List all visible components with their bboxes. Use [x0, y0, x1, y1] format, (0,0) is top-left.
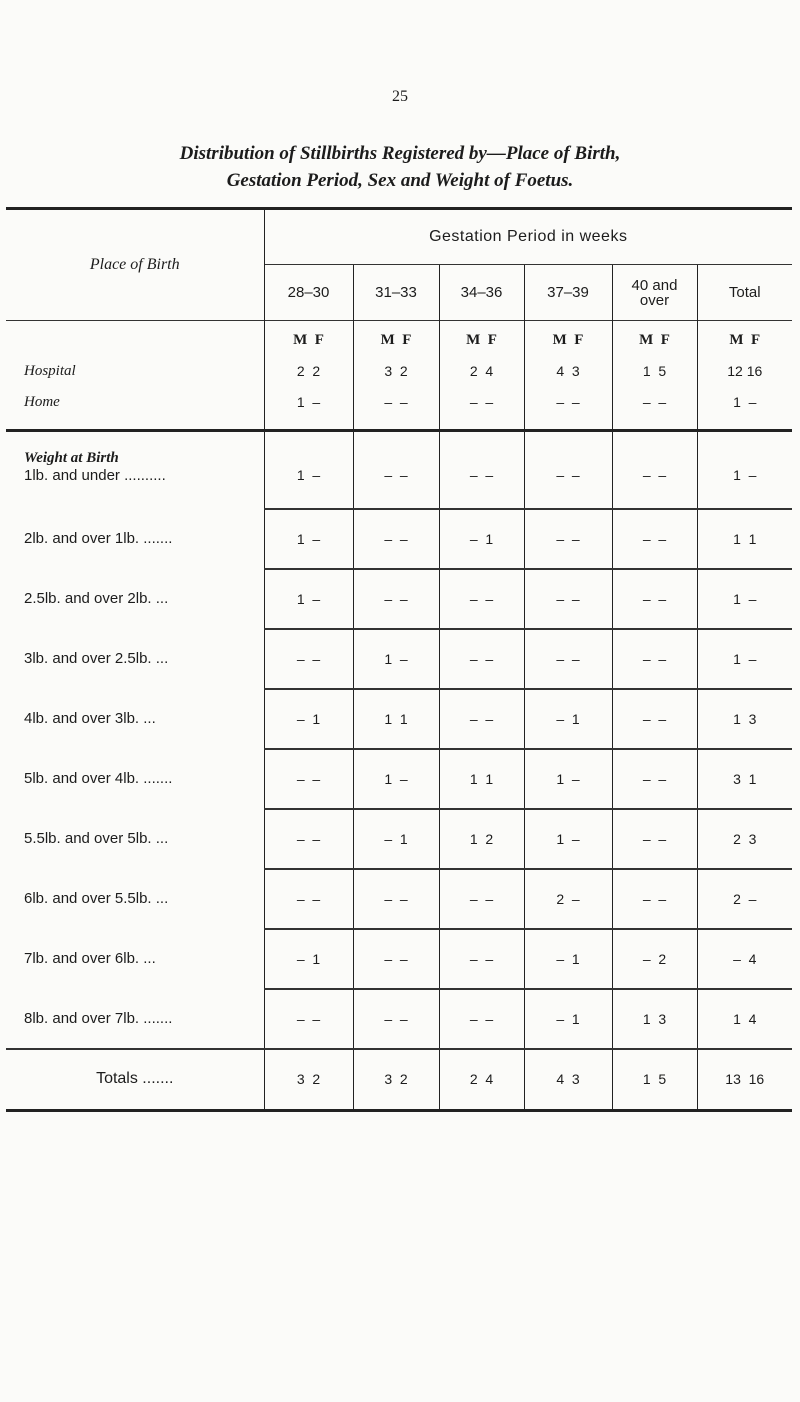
totals-label: Totals .......	[6, 1049, 264, 1111]
table-cell: 3 1	[697, 749, 792, 809]
table-row	[6, 509, 792, 569]
table-cell: – –	[524, 387, 612, 431]
row-label: 6lb. and over 5.5lb. ...	[24, 890, 169, 907]
table-row	[6, 749, 792, 809]
table-row	[6, 929, 792, 989]
col-header-34-36: 34–36	[439, 265, 524, 321]
table-cell: – –	[612, 387, 697, 431]
stillbirths-table	[6, 207, 792, 1112]
table-cell: 4 3	[524, 355, 612, 387]
sex-label: M F	[697, 321, 792, 355]
table-row	[6, 689, 792, 749]
sex-label: M F	[612, 321, 697, 355]
table-row	[6, 467, 792, 509]
col-header-40-and-over: 40 and over	[612, 265, 697, 321]
table-cell: 1 –	[524, 749, 612, 809]
table-cell: – –	[439, 467, 524, 509]
table-cell: – –	[264, 989, 353, 1049]
row-label: 2lb. and over 1lb. .......	[24, 530, 173, 547]
row-label-home: Home	[24, 393, 60, 410]
table-cell: – –	[353, 509, 439, 569]
table-cell: 1 –	[353, 749, 439, 809]
table-cell: – –	[264, 809, 353, 869]
table-cell: – –	[524, 509, 612, 569]
table-cell: – 4	[697, 929, 792, 989]
row-label: 3lb. and over 2.5lb. ...	[24, 650, 169, 667]
table-cell: 1 2	[439, 809, 524, 869]
table-cell: – 1	[524, 689, 612, 749]
sex-label: M F	[353, 321, 439, 355]
table-cell: – –	[612, 629, 697, 689]
table-cell: – –	[439, 629, 524, 689]
sex-label: M F	[439, 321, 524, 355]
table-cell: – –	[439, 989, 524, 1049]
table-cell: 1 4	[697, 989, 792, 1049]
table-cell: – –	[353, 387, 439, 431]
table-cell: 2 2	[264, 355, 353, 387]
totals-cell: 3 2	[353, 1049, 439, 1111]
table-cell: – –	[353, 869, 439, 929]
table-cell: 2 3	[697, 809, 792, 869]
table-cell: – –	[439, 387, 524, 431]
totals-cell: 2 4	[439, 1049, 524, 1111]
table-cell: – 1	[353, 809, 439, 869]
table-cell: 2 –	[524, 869, 612, 929]
table-cell: – –	[612, 689, 697, 749]
col-header-37-39: 37–39	[524, 265, 612, 321]
totals-cell: 13 16	[697, 1049, 792, 1111]
table-cell: 12 16	[697, 355, 792, 387]
col-header-28-30: 28–30	[264, 265, 353, 321]
table-cell: – –	[439, 929, 524, 989]
table-cell: – –	[353, 929, 439, 989]
table-cell: 1 –	[264, 467, 353, 509]
row-label: 1lb. and under ..........	[24, 466, 166, 484]
sex-label: M F	[524, 321, 612, 355]
table-title-line-1: Distribution of Stillbirths Registered by—Place of Birth,	[179, 143, 621, 164]
table-cell: 1 –	[353, 629, 439, 689]
table-cell: 1 3	[697, 689, 792, 749]
table-cell: – –	[612, 467, 697, 509]
table-row	[6, 569, 792, 629]
table-cell: – –	[524, 467, 612, 509]
table-cell: – 1	[439, 509, 524, 569]
table-cell: – –	[612, 749, 697, 809]
table-cell: 1 –	[264, 569, 353, 629]
table-row	[6, 869, 792, 929]
row-label: 5.5lb. and over 5lb. ...	[24, 830, 169, 847]
table-cell: – 1	[524, 989, 612, 1049]
table-cell: – –	[353, 467, 439, 509]
table-cell: – 1	[524, 929, 612, 989]
table-cell: – –	[439, 569, 524, 629]
table-cell: – –	[264, 749, 353, 809]
table-cell: 1 –	[524, 809, 612, 869]
row-label: 8lb. and over 7lb. .......	[24, 1009, 173, 1027]
place-of-birth-header: Place of Birth	[6, 209, 264, 321]
row-label: 2.5lb. and over 2lb. ...	[24, 590, 169, 607]
table-cell: 1 –	[264, 509, 353, 569]
table-row	[6, 989, 792, 1049]
weight-section-title: Weight at Birth	[6, 431, 264, 467]
table-cell: 1 1	[353, 689, 439, 749]
gestation-period-header: Gestation Period in weeks	[264, 209, 792, 265]
table-cell: – –	[612, 869, 697, 929]
table-row	[6, 629, 792, 689]
table-cell: – –	[264, 629, 353, 689]
col-header-total: Total	[697, 265, 792, 321]
table-cell: 1 –	[697, 387, 792, 431]
table-cell: 2 4	[439, 355, 524, 387]
table-cell: 1 –	[264, 387, 353, 431]
table-cell: 1 3	[612, 989, 697, 1049]
page-number: 25	[392, 88, 408, 105]
sex-label: M F	[264, 321, 353, 355]
table-cell: 1 –	[697, 467, 792, 509]
table-cell: – –	[612, 809, 697, 869]
table-cell: – –	[439, 869, 524, 929]
totals-cell: 1 5	[612, 1049, 697, 1111]
table-cell: 1 1	[439, 749, 524, 809]
table-row	[6, 809, 792, 869]
table-cell: – –	[353, 569, 439, 629]
table-cell: – –	[439, 689, 524, 749]
table-cell: – 1	[264, 689, 353, 749]
table-cell: – 1	[264, 929, 353, 989]
totals-cell: 4 3	[524, 1049, 612, 1111]
col-header-31-33: 31–33	[353, 265, 439, 321]
table-cell: 1 1	[697, 509, 792, 569]
table-cell: – –	[264, 869, 353, 929]
table-cell: – –	[612, 509, 697, 569]
totals-cell: 3 2	[264, 1049, 353, 1111]
table-cell: – –	[612, 569, 697, 629]
row-label: 5lb. and over 4lb. .......	[24, 770, 173, 787]
table-cell: – –	[524, 569, 612, 629]
table-cell: 1 –	[697, 629, 792, 689]
row-label: 4lb. and over 3lb. ...	[24, 710, 156, 727]
table-cell: – 2	[612, 929, 697, 989]
table-cell: 2 –	[697, 869, 792, 929]
row-label-hospital: Hospital	[24, 362, 76, 379]
table-cell: 1 –	[697, 569, 792, 629]
table-cell: – –	[353, 989, 439, 1049]
row-label: 7lb. and over 6lb. ...	[24, 950, 156, 967]
table-cell: 3 2	[353, 355, 439, 387]
table-cell: – –	[524, 629, 612, 689]
table-title-line-2: Gestation Period, Sex and Weight of Foetus.	[226, 170, 574, 191]
table-cell: 1 5	[612, 355, 697, 387]
